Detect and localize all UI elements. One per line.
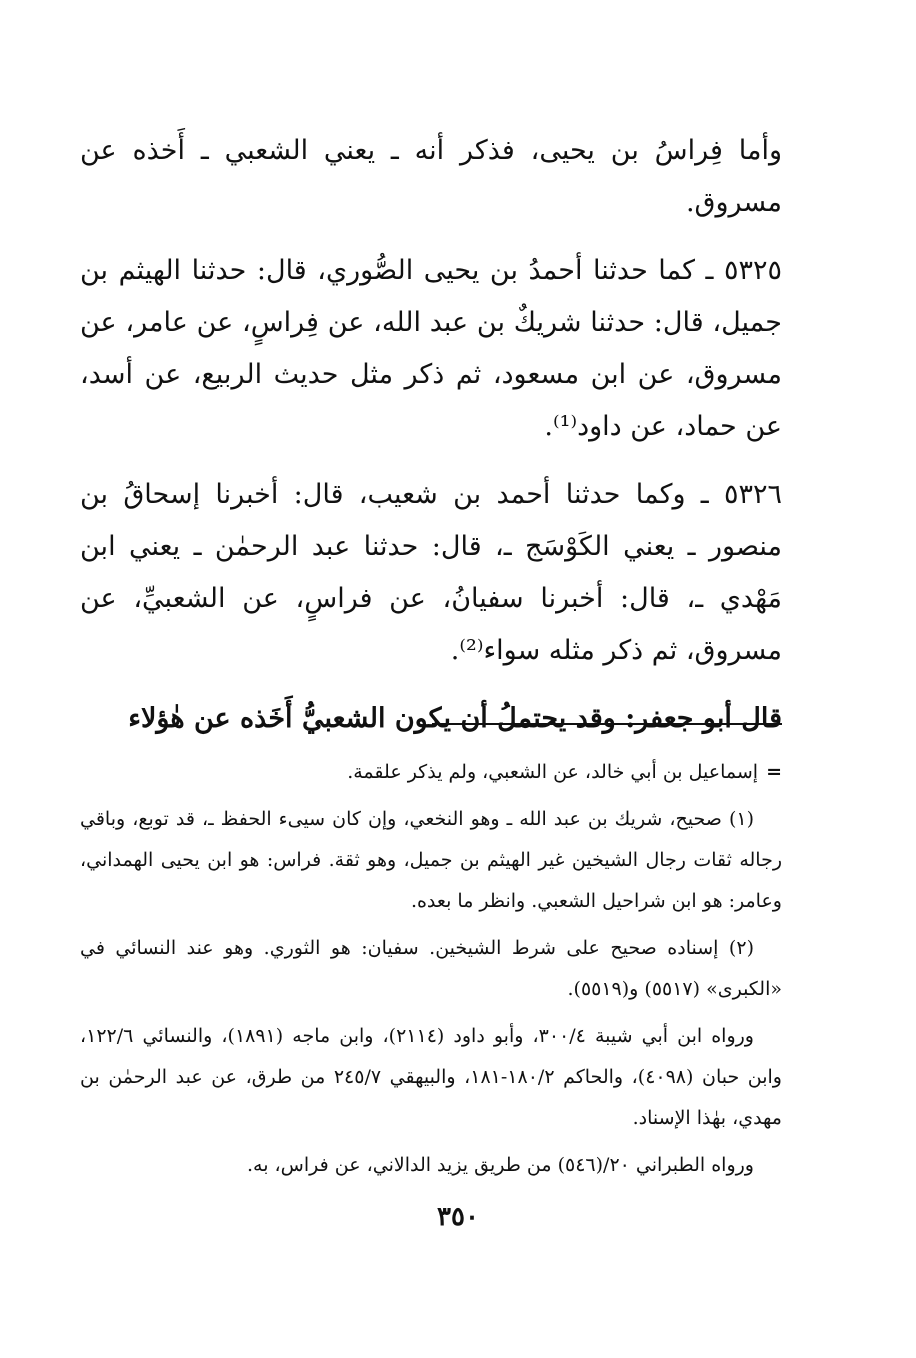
footnote-2: (٢) إسناده صحيح على شرط الشيخين. سفيان: هو الثوري. وهو عند النسائي في «الكبرى» (٥٥١٧) و(٥٥١٩).: [80, 937, 782, 1000]
paragraph-hadith-5326: ٥٣٢٦ ـ وكما حدثنا أحمد بن شعيب، قال: أخبرنا إسحاقُ بن منصور ـ يعني الكَوْسَج ـ، قال: حدثنا عبد الرحمٰن ـ يعني ابن مَهْدي ـ، قال: أخبرنا سفيانُ، عن فراسٍ، عن الشعبيِّ، عن مسروق، ثم ذكر مثله سواء⁽²⁾.: [80, 479, 782, 666]
page-number: ٣٥٠: [437, 1202, 479, 1232]
footnote-separator: [432, 723, 782, 725]
footnote-2-sources: ورواه ابن أبي شيبة ٣٠٠/٤، وأبو داود (٢١١٤)، وابن ماجه (١٨٩١)، والنسائي ١٢٢/٦، وابن حبان (٤٠٩٨)، والحاكم ١٨٠/٢-١٨١، والبيهقي ٢٤٥/٧ من طرق، عن عبد الرحمٰن بن مهدي، بهٰذا الإسناد.: [80, 1025, 782, 1129]
paragraph-hadith-5325: ٥٣٢٥ ـ كما حدثنا أحمدُ بن يحيى الصُّوري، قال: حدثنا الهيثم بن جميل، قال: حدثنا شريكٌ بن عبد الله، عن فِراسٍ، عن عامر، عن مسروق، عن ابن مسعود، ثم ذكر مثل حديث الربيع، عن أسد، عن حماد، عن داود⁽¹⁾.: [80, 255, 782, 442]
continuation-marker: =: [766, 761, 782, 783]
footnote-continuation-text: إسماعيل بن أبي خالد، عن الشعبي، ولم يذكر علقمة.: [347, 761, 759, 783]
footnote-1: (١) صحيح، شريك بن عبد الله ـ وهو النخعي، وإن كان سيىء الحفظ ـ، قد توبع، وباقي رجاله ثقات رجال الشيخين غير الهيثم بن جميل، وهو ثقة. فراس: هو ابن يحيى الهمداني، وعامر: هو ابن شراحيل الشعبي. وانظر ما بعده.: [80, 808, 782, 912]
footnote-continuation: [80, 752, 782, 793]
footnotes: [80, 752, 782, 1192]
footnote-2-tabarani: ورواه الطبراني ٢٠/(٥٤٦) من طريق يزيد الدالاني، عن فراس، به.: [247, 1154, 754, 1176]
paragraph-intro: وأما فِراسُ بن يحيى، فذكر أنه ـ يعني الشعبي ـ أَخذه عن مسروق.: [80, 135, 782, 218]
paragraph-abu-jafar: قال أبو جعفر: وقد يحتملُ أن يكون الشعبيُّ أَخَذه عن هٰؤلاء: [128, 703, 782, 734]
main-text: [80, 125, 782, 761]
